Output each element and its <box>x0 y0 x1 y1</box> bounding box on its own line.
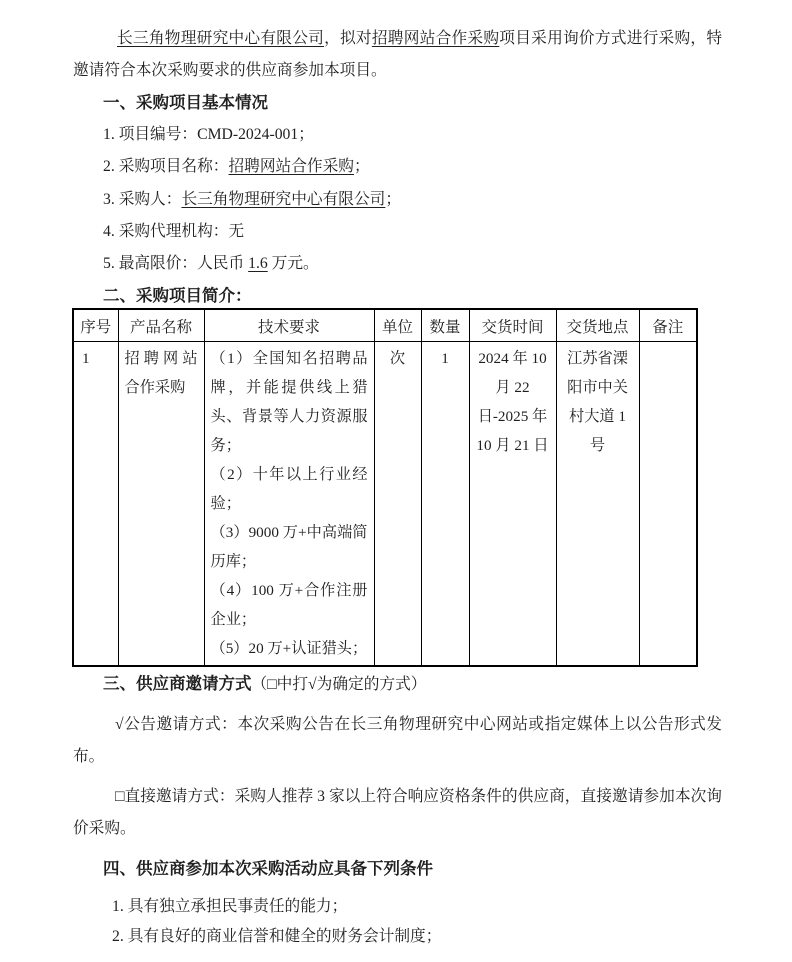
announcement-option-text: 公告邀请方式：本次采购公告在长三角物理研究中心网站或指定媒体上以公告形式发布。 <box>73 716 722 766</box>
buyer-name-underlined: 长三角物理研究中心有限公司 <box>117 30 325 47</box>
item-text: 1. 项目编号：CMD-2024-001； <box>103 126 314 143</box>
item-text: ； <box>354 158 370 176</box>
item-text: 4. 采购代理机构：无 <box>103 222 245 240</box>
table-row <box>73 342 697 667</box>
project-name-underlined: 招聘网站合作采购 <box>371 30 500 47</box>
section3-heading-bold: 三、供应商邀请方式 <box>103 674 252 694</box>
cell-seq: 1 <box>73 342 118 667</box>
section3-heading <box>103 668 722 701</box>
announcement-invitation-option <box>73 709 722 773</box>
section3-heading-note: （□中打√为确定的方式） <box>251 676 427 694</box>
item-text: 3. 采购人： <box>103 190 182 208</box>
spec-line: （5）20 万+认证猎头； <box>210 640 368 658</box>
cell-unit: 次 <box>374 342 421 667</box>
table-header-row <box>73 309 697 342</box>
col-header-qty: 数量 <box>421 309 469 342</box>
cell-delivery-time: 2024 年 10 月 22 日-2025 年 10 月 21 日 <box>469 342 556 667</box>
item-underlined-value: 1.6 <box>248 255 268 273</box>
cell-specs <box>204 342 374 667</box>
spec-line: （3）9000 万+中高端简历库； <box>210 524 368 571</box>
cell-remark <box>639 342 697 667</box>
section1-heading: 一、采购项目基本情况 <box>103 93 268 112</box>
section4-heading: 四、供应商参加本次采购活动应具备下列条件 <box>103 859 433 879</box>
project-number-item <box>103 119 722 151</box>
item-underlined-value: 长三角物理研究中心有限公司 <box>181 190 386 208</box>
intro-paragraph <box>73 23 722 87</box>
cell-delivery-place: 江苏省溧阳市中关村大道 1 号 <box>556 342 639 667</box>
agency-item <box>103 216 722 248</box>
col-header-remark: 备注 <box>639 309 697 342</box>
item-underlined-value: 招聘网站合作采购 <box>228 158 354 176</box>
supplier-condition-2: 2. 具有良好的商业信誉和健全的财务会计制度； <box>112 928 442 946</box>
project-name-item <box>103 151 722 183</box>
col-header-delivery-place: 交货地点 <box>556 309 639 342</box>
spec-line: （2）十年以上行业经验； <box>210 466 368 513</box>
spec-line: （4）100 万+合作注册企业； <box>210 582 368 629</box>
item-text: ； <box>385 190 402 208</box>
direct-invitation-option <box>73 781 722 845</box>
col-header-delivery-time: 交货时间 <box>469 309 556 342</box>
cell-qty: 1 <box>421 342 469 667</box>
col-header-seq: 序号 <box>73 309 118 342</box>
col-header-product: 产品名称 <box>118 309 204 342</box>
cell-product: 招聘网站合作采购 <box>118 342 204 667</box>
procurement-items-table <box>72 308 698 667</box>
intro-text-tail: 项目采用询价方式进行采购，特邀请符合本次采购要求的供应商参加本项目。 <box>73 30 723 79</box>
item-text: 万元。 <box>267 255 319 273</box>
spec-line: （1）全国知名招聘品牌，并能提供线上猎头、背景等人力资源服务； <box>210 350 368 455</box>
supplier-condition-1: 1. 具有独立承担民事责任的能力； <box>112 898 348 916</box>
item-text: 2. 采购项目名称： <box>103 158 229 176</box>
price-limit-item <box>103 248 722 280</box>
intro-text: ，拟对 <box>324 30 372 47</box>
col-header-specs: 技术要求 <box>204 309 374 342</box>
direct-option-text: 直接邀请方式：采购人推荐 3 家以上符合响应资格条件的供应商，直接邀请参加本次询价采购。 <box>73 788 722 838</box>
purchaser-item <box>103 184 722 216</box>
checkbox-empty-icon: □ <box>115 788 125 806</box>
col-header-unit: 单位 <box>374 309 421 342</box>
tick-mark: √ <box>115 716 124 734</box>
item-text: 5. 最高限价：人民币 <box>103 255 249 273</box>
section2-heading: 二、采购项目简介： <box>103 286 252 306</box>
